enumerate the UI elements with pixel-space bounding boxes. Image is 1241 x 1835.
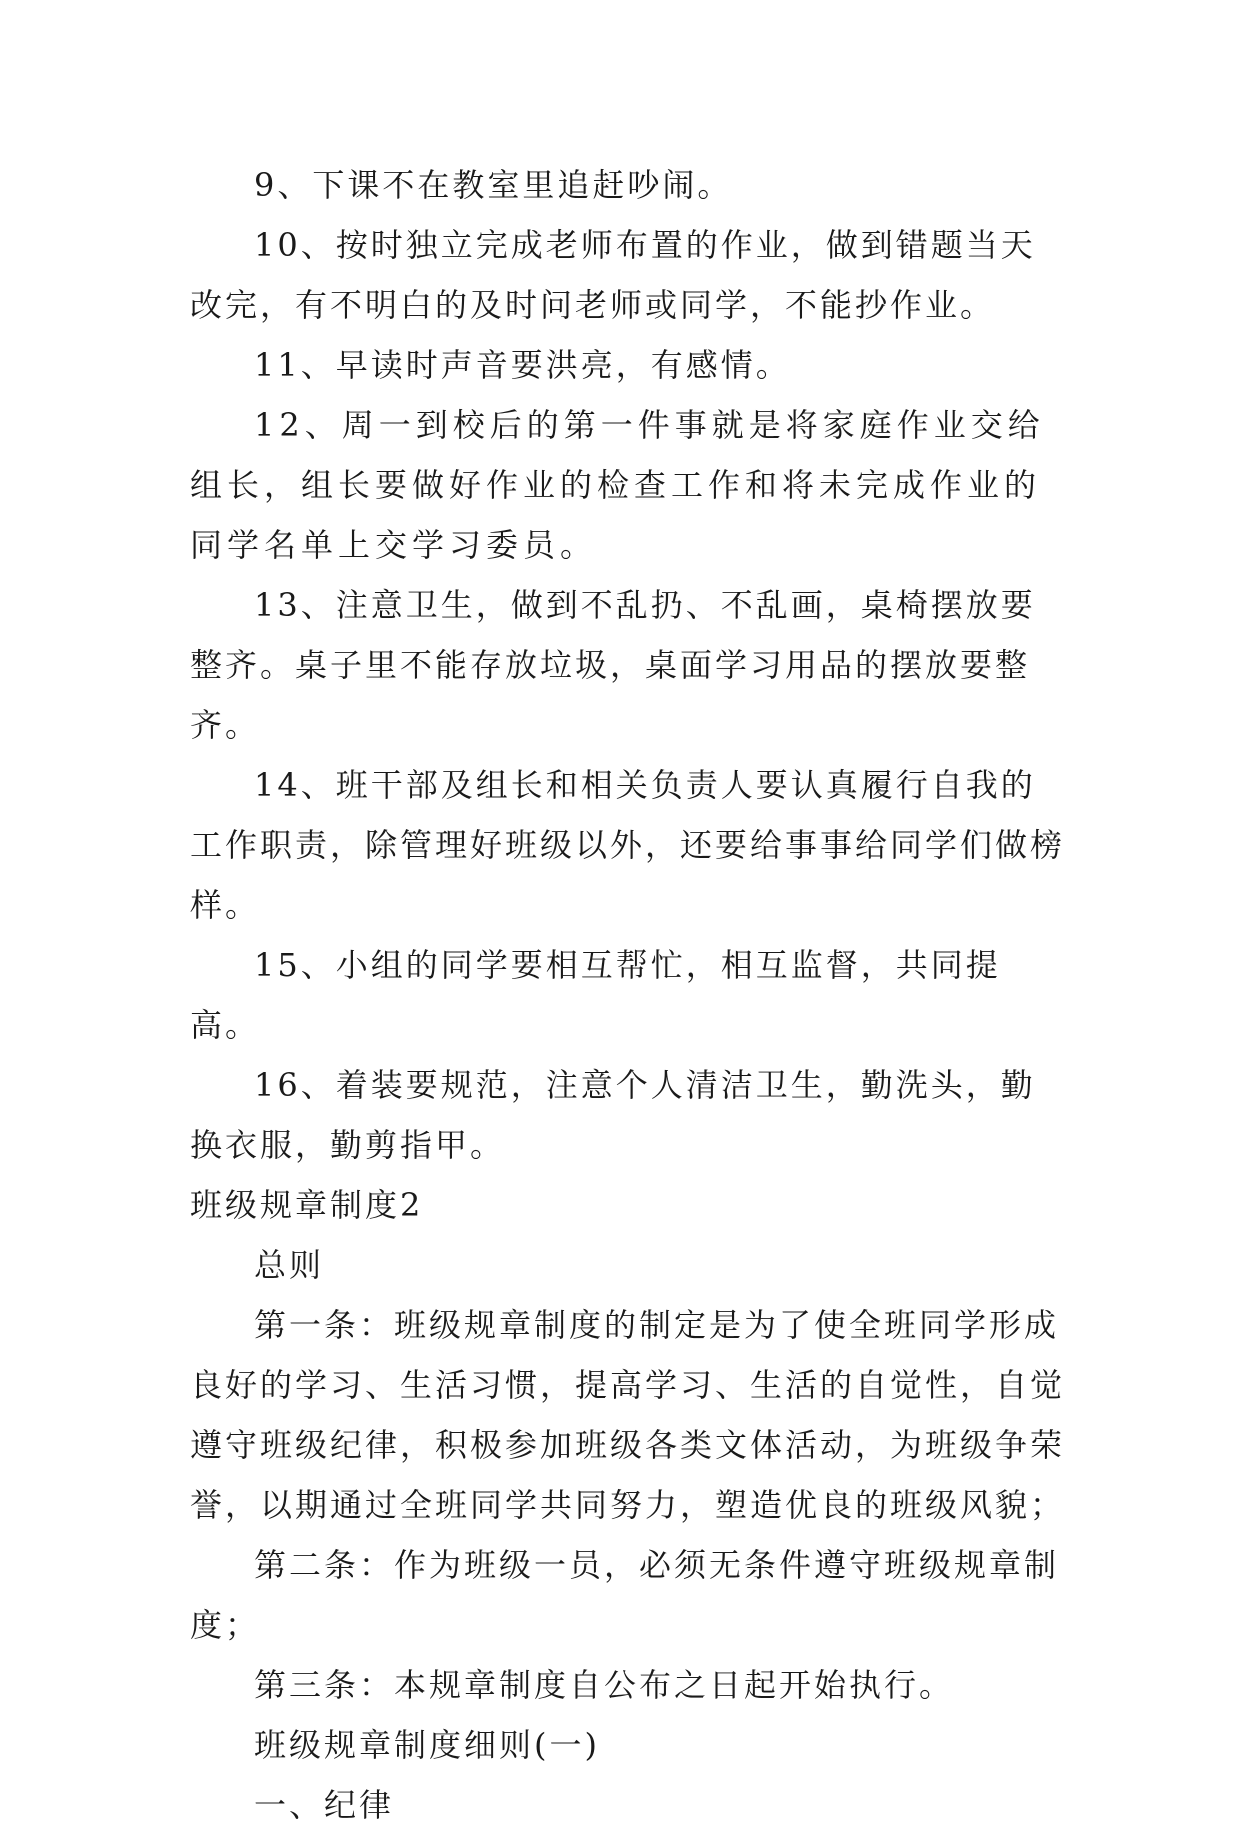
document-body [190,155,1070,1835]
rule-11: 11、早读时声音要洪亮，有感情。 [254,346,791,384]
rule-9: 9、下课不在教室里追赶吵闹。 [254,166,733,204]
article-3: 第三条：本规章制度自公布之日起开始执行。 [254,1666,955,1704]
rule-13: 13、注意卫生，做到不乱扔、不乱画，桌椅摆放要整齐。桌子里不能存放垃圾，桌面学习用品的摆放要整齐。 [190,586,1036,744]
rule-16: 16、着装要规范，注意个人清洁卫生，勤洗头，勤换衣服，勤剪指甲。 [190,1066,1036,1164]
general-heading: 总则 [254,1246,325,1284]
section-title: 班级规章制度2 [190,1186,424,1224]
rule-15: 15、小组的同学要相互帮忙，相互监督，共同提高。 [190,946,1001,1044]
rule-10: 10、按时独立完成老师布置的作业，做到错题当天改完，有不明白的及时问老师或同学，不能抄作业。 [190,226,1036,324]
detail-rules-heading: 班级规章制度细则(一) [254,1726,600,1764]
article-1: 第一条：班级规章制度的制定是为了使全班同学形成良好的学习、生活习惯，提高学习、生活的自觉性，自觉遵守班级纪律，积极参加班级各类文体活动，为班级争荣誉，以期通过全班同学共同努力，塑造优良的班级风貌； [190,1306,1066,1524]
article-2: 第二条：作为班级一员，必须无条件遵守班级规章制度； [190,1546,1060,1644]
rule-14: 14、班干部及组长和相关负责人要认真履行自我的工作职责，除管理好班级以外，还要给事事给同学们做榜样。 [190,766,1066,924]
rule-12: 12、周一到校后的第一件事就是将家庭作业交给组长，组长要做好作业的检查工作和将未完成作业的同学名单上交学习委员。 [190,406,1045,564]
discipline-heading: 一、纪律 [254,1786,395,1824]
